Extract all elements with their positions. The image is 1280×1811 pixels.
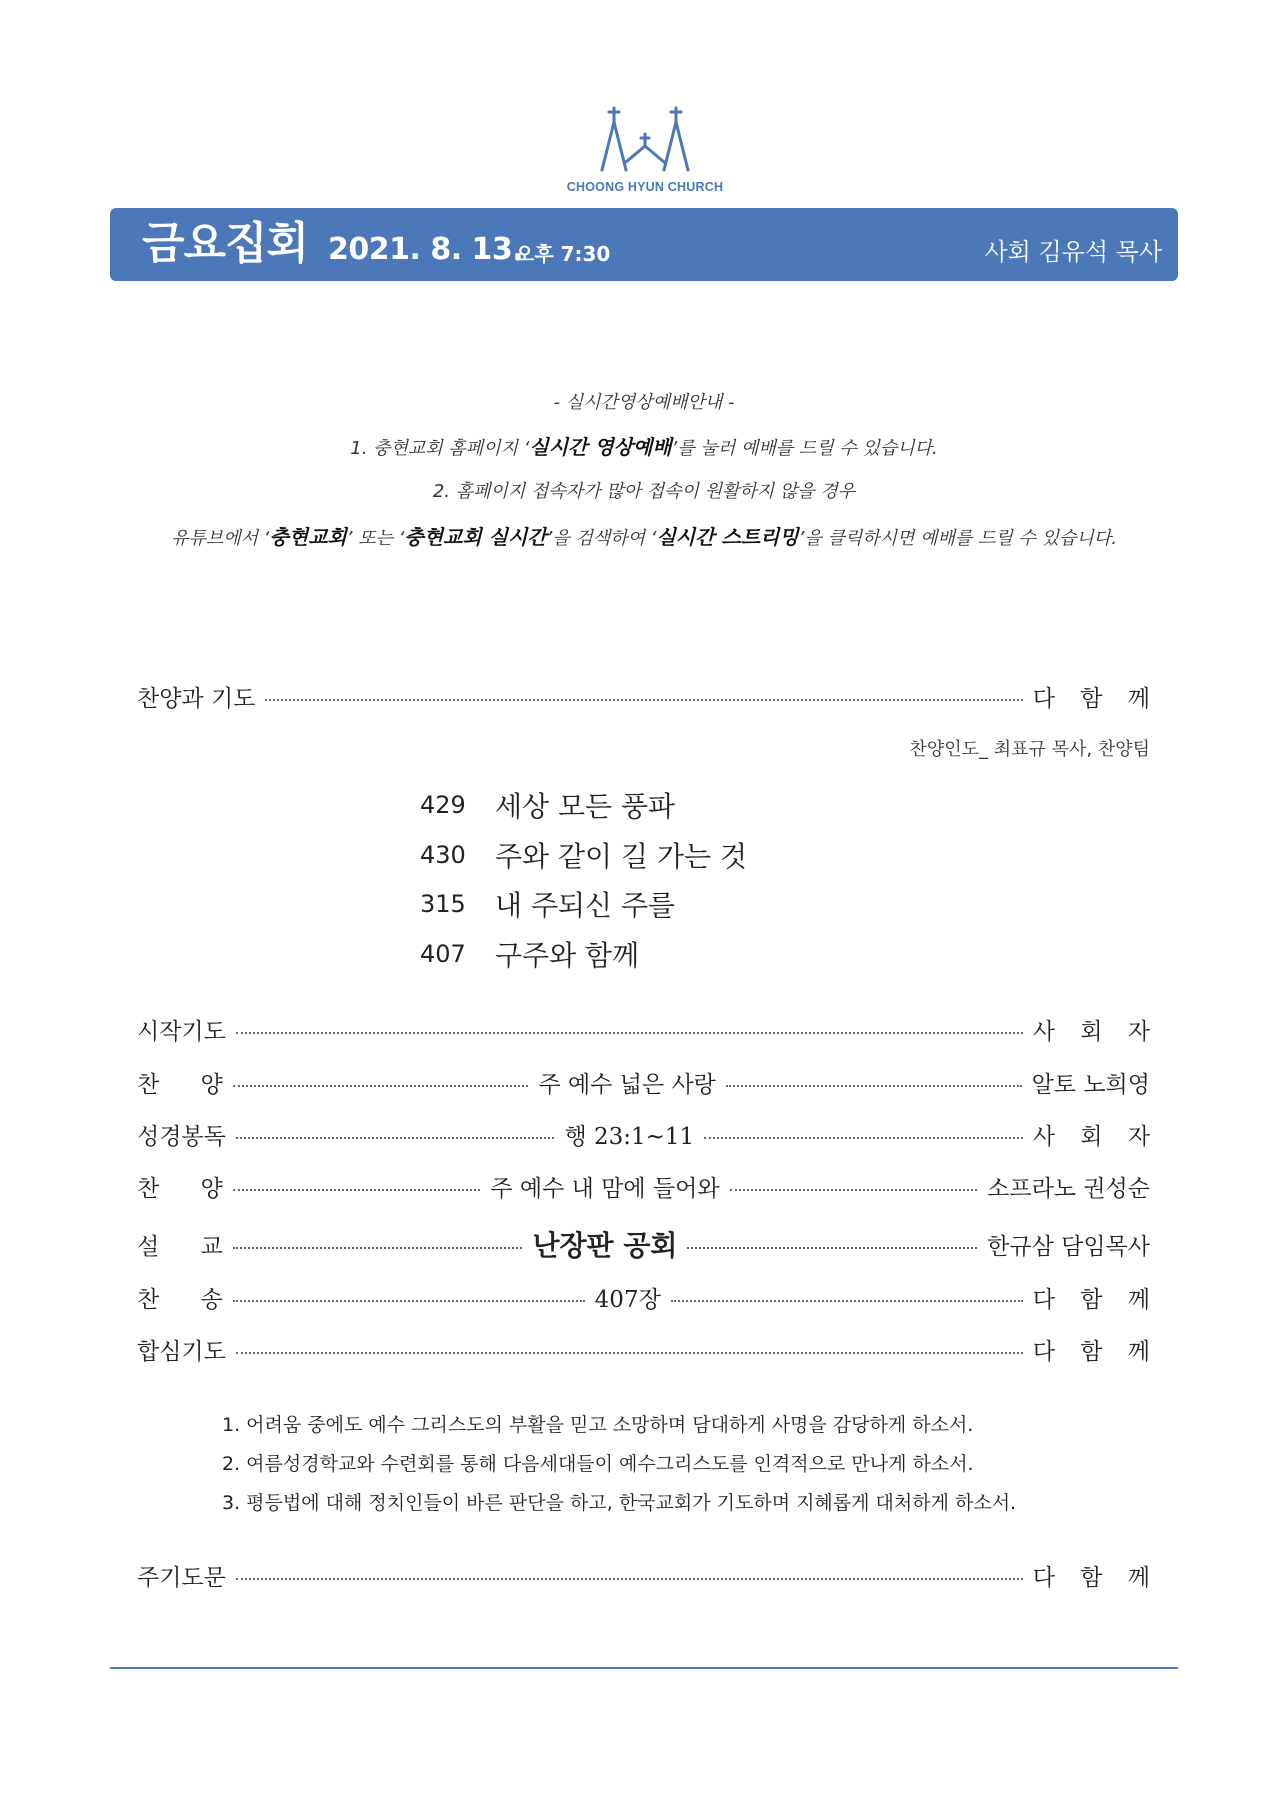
service-title: 금요집회 bbox=[142, 218, 309, 269]
order-label: 찬 양 bbox=[137, 1071, 223, 1098]
order-label: 찬 송 bbox=[137, 1286, 223, 1313]
order-who: 알토 노희영 bbox=[1031, 1071, 1150, 1098]
order-label: 찬양과 기도 bbox=[137, 685, 256, 712]
order-row-sermon bbox=[137, 1228, 1150, 1260]
notice-heading: - 실시간영상예배안내 - bbox=[553, 392, 735, 413]
dot-leader bbox=[671, 1300, 1023, 1302]
hymn-item bbox=[420, 936, 639, 972]
hymn-number: 429 bbox=[420, 791, 466, 819]
dot-leader bbox=[236, 1137, 555, 1139]
dot-leader bbox=[687, 1247, 977, 1249]
dot-leader bbox=[704, 1137, 1023, 1139]
dot-leader bbox=[726, 1085, 1022, 1087]
church-logo bbox=[560, 104, 730, 200]
dot-leader bbox=[233, 1247, 523, 1249]
header-banner bbox=[110, 208, 1178, 281]
dot-leader bbox=[233, 1189, 481, 1191]
hymn-number: 407 bbox=[420, 940, 466, 968]
hymn-name: 주와 같이 길 가는 것 bbox=[495, 840, 747, 873]
notice-line-2: 2. 홈페이지 접속자가 많아 접속이 원활하지 않을 경우 bbox=[432, 481, 856, 502]
hymn-item bbox=[420, 886, 675, 922]
order-who: 다 함 께 bbox=[1032, 685, 1159, 712]
order-title: 주 예수 넓은 사랑 bbox=[538, 1071, 716, 1098]
prayer-item: 2. 여름성경학교와 수련회를 통해 다음세대들이 예수그리스도를 인격적으로 만나게 하소서. bbox=[222, 1453, 974, 1475]
notice-line-1: 1. 충현교회 홈페이지 ‘실시간 영상예배’를 눌러 예배를 드릴 수 있습니다. bbox=[350, 435, 938, 459]
order-label: 찬 양 bbox=[137, 1175, 223, 1202]
order-label: 시작기도 bbox=[137, 1018, 226, 1045]
order-label: 주기도문 bbox=[137, 1564, 226, 1591]
order-who: 사 회 자 bbox=[1032, 1123, 1159, 1150]
order-row-praise bbox=[137, 680, 1159, 712]
hymn-item bbox=[420, 837, 747, 873]
dot-leader bbox=[265, 699, 1022, 701]
service-date: 2021. 8. 13. bbox=[328, 232, 524, 267]
order-who: 다 함 께 bbox=[1032, 1286, 1159, 1313]
church-steeples-icon bbox=[598, 104, 692, 174]
order-who: 사 회 자 bbox=[1032, 1018, 1159, 1045]
hymn-number: 430 bbox=[420, 841, 466, 869]
order-row-hymn bbox=[137, 1281, 1159, 1313]
hymn-number: 315 bbox=[420, 890, 466, 918]
order-row-anthem-2 bbox=[137, 1170, 1150, 1202]
order-row-anthem-1 bbox=[137, 1066, 1150, 1098]
prayer-item: 1. 어려움 중에도 예수 그리스도의 부활을 믿고 소망하며 담대하게 사명을 감당하게 하소서. bbox=[222, 1414, 974, 1436]
order-title: 주 예수 내 맘에 들어와 bbox=[490, 1175, 720, 1202]
order-who: 다 함 께 bbox=[1032, 1338, 1159, 1365]
order-label: 성경봉독 bbox=[137, 1123, 226, 1150]
hymn-name: 구주와 함께 bbox=[495, 939, 640, 972]
hymn-item bbox=[420, 787, 675, 823]
order-row-lords-prayer bbox=[137, 1559, 1159, 1591]
order-title: 행 23:1~11 bbox=[564, 1123, 695, 1150]
hymn-name: 내 주되신 주를 bbox=[495, 889, 676, 922]
order-who: 소프라노 권성순 bbox=[987, 1175, 1150, 1202]
dot-leader bbox=[236, 1352, 1023, 1354]
dot-leader bbox=[236, 1578, 1023, 1580]
hymn-name: 세상 모든 풍파 bbox=[495, 790, 676, 823]
praise-leader-note: 찬양인도_ 최표규 목사, 찬양팀 bbox=[909, 739, 1150, 760]
order-who: 한규삼 담임목사 bbox=[987, 1233, 1150, 1260]
notice-line-3: 유튜브에서 ‘충현교회’ 또는 ‘충현교회 실시간’을 검색하여 ‘실시간 스트리밍’을 클릭하시면 예배를 드릴 수 있습니다. bbox=[171, 525, 1117, 549]
order-who: 다 함 께 bbox=[1032, 1564, 1159, 1591]
order-label: 합심기도 bbox=[137, 1338, 226, 1365]
prayer-item: 3. 평등법에 대해 정치인들이 바른 판단을 하고, 한국교회가 기도하며 지혜롭게 대처하게 하소서. bbox=[222, 1492, 1017, 1514]
service-time: 오후 7:30 bbox=[515, 242, 611, 266]
order-label: 설 교 bbox=[137, 1233, 223, 1260]
dot-leader bbox=[236, 1032, 1023, 1034]
dot-leader bbox=[730, 1189, 978, 1191]
order-title: 407장 bbox=[594, 1286, 661, 1313]
dot-leader bbox=[233, 1085, 529, 1087]
sermon-title: 난장판 공회 bbox=[532, 1229, 678, 1262]
service-leader: 사회 김유석 목사 bbox=[984, 238, 1162, 266]
dot-leader bbox=[233, 1300, 585, 1302]
footer-divider bbox=[110, 1667, 1178, 1669]
order-row-unison-prayer bbox=[137, 1333, 1159, 1365]
order-row-scripture bbox=[137, 1118, 1159, 1150]
order-row-opening-prayer bbox=[137, 1013, 1159, 1045]
church-name: CHOONG HYUN CHURCH bbox=[566, 180, 724, 194]
